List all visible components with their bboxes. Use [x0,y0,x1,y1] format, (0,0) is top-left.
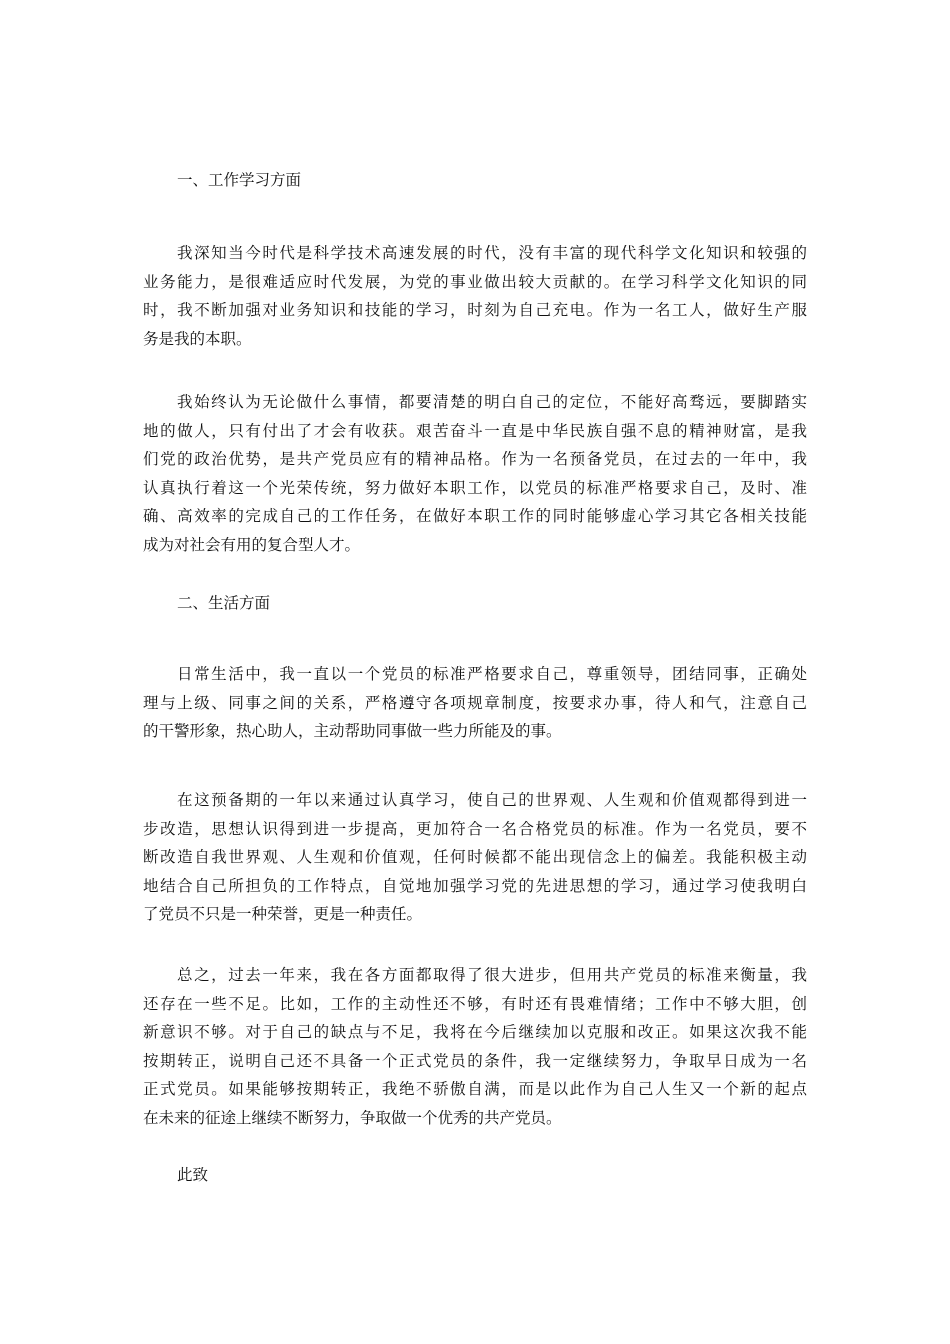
paragraph-3 [143,660,807,746]
paragraph-line: 步改造，思想认识得到进一步提高，更加符合一名合格党员的标准。作为一名党员，要不 [143,819,807,838]
paragraph-1 [143,239,807,353]
section-heading-life: 二、生活方面 [177,594,271,612]
paragraph-line: 认真执行着这一个光荣传统，努力做好本职工作，以党员的标准严格要求自己，及时、准 [143,478,807,497]
paragraph-line: 日常生活中，我一直以一个党员的标准严格要求自己，尊重领导，团结同事，正确处 [177,665,807,683]
paragraph-line: 总之，过去一年来，我在各方面都取得了很大进步，但用共产党员的标准来衡量，我 [177,966,807,984]
paragraph-line: 新意识不够。对于自己的缺点与不足，我将在今后继续加以克服和改正。如果这次我不能 [143,1023,807,1041]
paragraph-4 [143,786,807,929]
section-heading-work-study: 一、工作学习方面 [177,171,302,189]
paragraph-line: 了党员不只是一种荣誉，更是一种责任。 [143,905,423,923]
paragraph-line: 业务能力，是很难适应时代发展，为党的事业做出较大贡献的。在学习科学文化知识的同 [143,272,807,291]
closing-salutation: 此致 [177,1166,209,1184]
paragraph-2 [143,388,807,559]
paragraph-line: 地的做人，只有付出了才会有收获。艰苦奋斗一直是中华民族自强不息的精神财富，是我 [143,421,807,440]
paragraph-line: 在这预备期的一年以来通过认真学习，使自己的世界观、人生观和价值观都得到进一 [177,791,807,809]
paragraph-line: 成为对社会有用的复合型人才。 [143,535,361,554]
paragraph-line: 断改造自我世界观、人生观和价值观，任何时候都不能出现信念上的偏差。我能积极主动 [143,848,807,866]
paragraph-line: 我始终认为无论做什么事情，都要清楚的明白自己的定位，不能好高骛远，要脚踏实 [177,393,807,411]
paragraph-line: 时，我不断加强对业务知识和技能的学习，时刻为自己充电。作为一名工人，做好生产服 [143,301,807,319]
paragraph-5 [143,961,807,1132]
paragraph-line: 们党的政治优势，是共产党员应有的精神品格。作为一名预备党员，在过去的一年中，我 [143,450,807,468]
paragraph-line: 确、高效率的完成自己的工作任务，在做好本职工作的同时能够虚心学习其它各相关技能 [143,507,807,525]
paragraph-line: 的干警形象，热心助人，主动帮助同事做一些力所能及的事。 [143,722,562,740]
paragraph-line: 务是我的本职。 [143,329,252,348]
paragraph-line: 正式党员。如果能够按期转正，我绝不骄傲自满，而是以此作为自己人生又一个新的起点 [143,1080,807,1098]
paragraph-line: 地结合自己所担负的工作特点，自觉地加强学习党的先进思想的学习，通过学习使我明白 [143,876,807,895]
paragraph-line: 理与上级、同事之间的关系，严格遵守各项规章制度，按要求办事，待人和气，注意自己 [143,693,807,712]
paragraph-line: 按期转正，说明自己还不具备一个正式党员的条件，我一定继续努力，争取早日成为一名 [143,1051,807,1070]
paragraph-line: 还存在一些不足。比如，工作的主动性还不够，有时还有畏难情绪；工作中不够大胆，创 [143,994,807,1013]
paragraph-line: 我深知当今时代是科学技术高速发展的时代，没有丰富的现代科学文化知识和较强的 [177,244,807,262]
paragraph-line: 在未来的征途上继续不断努力，争取做一个优秀的共产党员。 [143,1108,562,1127]
